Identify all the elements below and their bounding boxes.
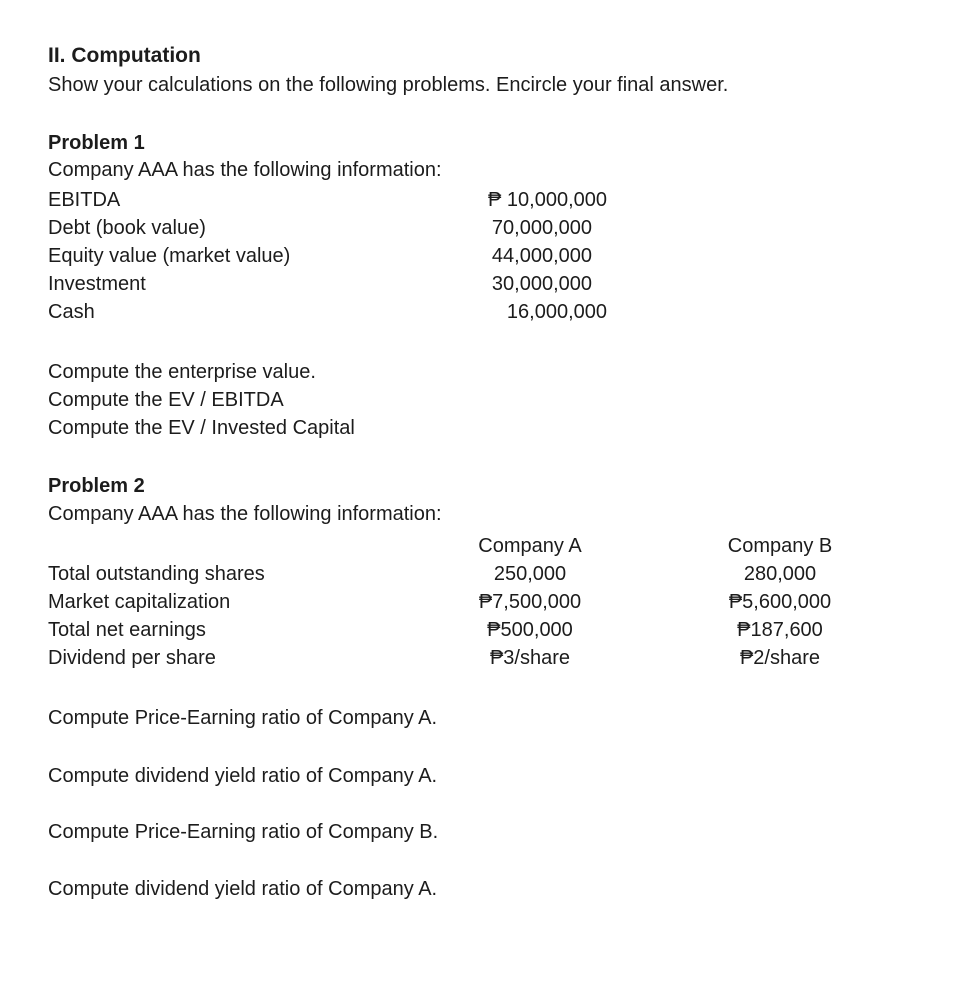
column-header-company-b: Company B — [727, 535, 833, 557]
problem1-task: Compute the EV / EBITDA — [48, 389, 284, 411]
problem2-labels — [48, 560, 265, 672]
company-a-value: 250,000 — [493, 563, 567, 585]
problem2-row-label: Total net earnings — [48, 619, 206, 641]
company-b-values — [690, 560, 870, 672]
problem1-value: 30,000,000 — [491, 273, 592, 295]
company-a-values — [440, 560, 620, 672]
problem1-label: Debt (book value) — [48, 217, 206, 239]
section-title: II. Computation — [48, 44, 201, 67]
column-header-company-a: Company A — [478, 535, 582, 557]
company-a-value: ₱500,000 — [487, 619, 573, 641]
problem2-row-label: Total outstanding shares — [48, 563, 265, 585]
company-a-value: ₱7,500,000 — [478, 591, 582, 613]
problem1-label: Equity value (market value) — [48, 245, 291, 267]
problem1-task: Compute the enterprise value. — [48, 361, 316, 383]
problem1-title: Problem 1 — [48, 132, 145, 154]
problem2-intro: Company AAA has the following information: — [48, 503, 442, 525]
company-b-value: 280,000 — [743, 563, 817, 585]
problem2-task: Compute Price-Earning ratio of Company B. — [48, 821, 439, 843]
problem1-value: 16,000,000 — [506, 301, 607, 323]
company-a-value: ₱3/share — [489, 647, 571, 669]
problem2-task: Compute Price-Earning ratio of Company A. — [48, 707, 438, 729]
problem1-label: EBITDA — [48, 189, 121, 211]
problem2-row-label: Dividend per share — [48, 647, 216, 669]
company-b-value: ₱187,600 — [737, 619, 823, 641]
problem1-values — [440, 186, 610, 326]
problem1-label: Cash — [48, 301, 95, 323]
problem1-labels — [48, 186, 290, 326]
problem1-value: 44,000,000 — [491, 245, 592, 267]
company-b-value: ₱2/share — [739, 647, 821, 669]
problem1-value: ₱ 10,000,000 — [488, 189, 607, 211]
problem1-intro: Company AAA has the following information: — [48, 159, 442, 181]
problem2-task: Compute dividend yield ratio of Company A. — [48, 765, 438, 787]
problem2-row-label: Market capitalization — [48, 591, 231, 613]
company-b-value: ₱5,600,000 — [728, 591, 832, 613]
problem1-label: Investment — [48, 273, 146, 295]
problem1-task: Compute the EV / Invested Capital — [48, 417, 355, 439]
section-instruction: Show your calculations on the following problems. Encircle your final answer. — [48, 74, 729, 96]
problem2-title: Problem 2 — [48, 475, 145, 497]
problem1-value: 70,000,000 — [491, 217, 592, 239]
problem2-task: Compute dividend yield ratio of Company A. — [48, 878, 438, 900]
problem1-tasks — [48, 358, 355, 442]
